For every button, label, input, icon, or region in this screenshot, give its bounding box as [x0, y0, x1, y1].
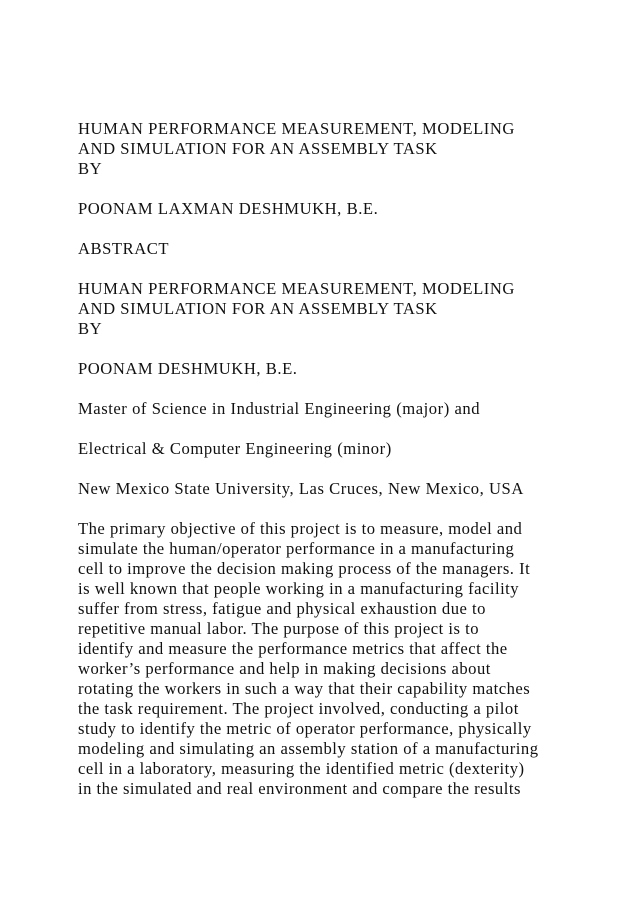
- author-block: [78, 199, 623, 219]
- abstract-heading-block: [78, 239, 623, 259]
- title-block: [78, 119, 623, 179]
- abstract-title-by: BY: [78, 319, 103, 338]
- body-line: cell in a laboratory, measuring the identified metric (dexterity): [78, 759, 525, 778]
- institution-text: New Mexico State University, Las Cruces, New Mexico, USA: [78, 479, 524, 498]
- title-line: HUMAN PERFORMANCE MEASUREMENT, MODELING: [78, 119, 515, 138]
- body-line: the task requirement. The project involved, conducting a pilot: [78, 699, 519, 718]
- degree-text: Master of Science in Industrial Engineering (major) and: [78, 399, 481, 418]
- body-line: in the simulated and real environment and compare the results: [78, 779, 521, 798]
- minor-block: [78, 439, 623, 459]
- title-by: BY: [78, 159, 103, 178]
- abstract-title-line: AND SIMULATION FOR AN ASSEMBLY TASK: [78, 299, 438, 318]
- author-name: POONAM LAXMAN DESHMUKH, B.E.: [78, 199, 379, 218]
- document-content: [78, 119, 623, 819]
- title-line: AND SIMULATION FOR AN ASSEMBLY TASK: [78, 139, 438, 158]
- body-line: The primary objective of this project is to measure, model and: [78, 519, 523, 538]
- abstract-title-line: HUMAN PERFORMANCE MEASUREMENT, MODELING: [78, 279, 515, 298]
- body-line: repetitive manual labor. The purpose of this project is to: [78, 619, 480, 638]
- degree-block: [78, 399, 623, 419]
- body-line: study to identify the metric of operator performance, physically: [78, 719, 532, 738]
- abstract-heading: ABSTRACT: [78, 239, 170, 258]
- body-line: simulate the human/operator performance in a manufacturing: [78, 539, 515, 558]
- body-line: cell to improve the decision making process of the managers. It: [78, 559, 531, 578]
- abstract-body: [78, 519, 623, 799]
- body-line: worker’s performance and help in making decisions about: [78, 659, 491, 678]
- institution-block: [78, 479, 623, 499]
- body-line: modeling and simulating an assembly station of a manufacturing: [78, 739, 539, 758]
- abstract-title-block: [78, 279, 623, 339]
- body-line: suffer from stress, fatigue and physical exhaustion due to: [78, 599, 486, 618]
- body-line: identify and measure the performance metrics that affect the: [78, 639, 508, 658]
- body-line: rotating the workers in such a way that their capability matches: [78, 679, 531, 698]
- abstract-author-name: POONAM DESHMUKH, B.E.: [78, 359, 298, 378]
- body-line: is well known that people working in a manufacturing facility: [78, 579, 520, 598]
- abstract-author-block: [78, 359, 623, 379]
- minor-text: Electrical & Computer Engineering (minor): [78, 439, 392, 458]
